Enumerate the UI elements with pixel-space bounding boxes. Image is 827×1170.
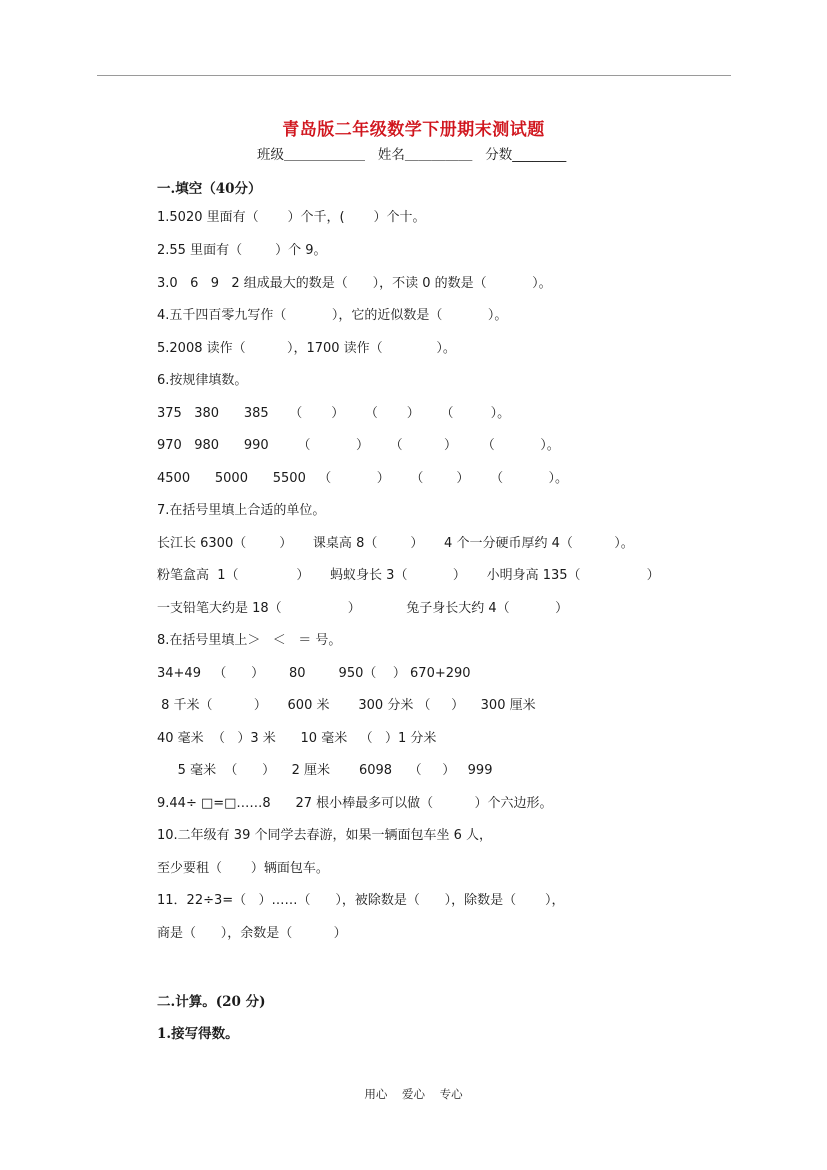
question-11-line-2: 商是（ ），余数是（ ）: [157, 926, 347, 941]
question-3: 3.0 6 9 2 组成最大的数是（ ），不读 0 的数是（ ）。: [157, 276, 552, 291]
question-1: 1.5020 里面有（ ）个千，( ）个十。: [157, 210, 426, 225]
question-6-row-1: 375 380 385 （ ） （ ） （ ）。: [157, 406, 511, 421]
question-8-row-2: 8 千米（ ） 600 米 300 分米 （ ） 300 厘米: [157, 698, 536, 713]
question-9: 9.44÷ □=□……8 27 根小棒最多可以做（ ）个六边形。: [157, 796, 553, 811]
question-10-line-2: 至少要租（ ）辆面包车。: [157, 861, 329, 876]
question-10-line-1: 10.二年级有 39 个同学去春游，如果一辆面包车坐 6 人，: [157, 828, 493, 843]
question-2: 2.55 里面有（ ）个 9。: [157, 243, 327, 258]
section-heading-calculation: 二.计算。(20 分): [157, 994, 266, 1010]
question-7: 7.在括号里填上合适的单位。: [157, 503, 326, 518]
question-4: 4.五千四百零九写作（ ），它的近似数是（ ）。: [157, 308, 508, 323]
question-8-row-3: 40 毫米 （ ）3 米 10 毫米 （ ）1 分米: [157, 731, 437, 746]
question-7-row-2: 粉笔盒高 1（ ） 蚂蚁身长 3（ ） 小明身高 135（ ）: [157, 568, 660, 583]
question-11-line-1: 11．22÷3=（ ）……（ ），被除数是（ ），除数是（ ），: [157, 893, 565, 908]
student-info-line: 班级＿＿＿＿＿＿ 姓名＿＿＿＿＿ 分数________: [257, 147, 567, 163]
question-8-row-1: 34+49 （ ） 80 950（ ） 670+290: [157, 666, 471, 681]
calculation-subheading: 1.接写得数。: [157, 1026, 239, 1042]
top-rule: [97, 75, 731, 76]
section-heading-fill-blank: 一.填空（40分）: [157, 181, 262, 197]
question-6-row-2: 970 980 990 （ ） （ ） （ ）。: [157, 438, 560, 453]
question-6: 6.按规律填数。: [157, 373, 248, 388]
page-footer: 用心 爱心 专心: [364, 1087, 463, 1101]
question-5: 5.2008 读作（ ），1700 读作（ ）。: [157, 341, 456, 356]
question-8: 8.在括号里填上＞ ＜ ＝ 号。: [157, 633, 342, 648]
question-8-row-4: 5 毫米 （ ） 2 厘米 6098 （ ） 999: [157, 763, 493, 778]
question-7-row-1: 长江长 6300（ ） 课桌高 8（ ） 4 个一分硬币厚约 4（ ）。: [157, 536, 634, 551]
question-6-row-3: 4500 5000 5500 （ ） （ ） （ ）。: [157, 471, 569, 486]
question-7-row-3: 一支铅笔大约是 18（ ） 兔子身长大约 4（ ）: [157, 601, 569, 616]
page-title: 青岛版二年级数学下册期末测试题: [282, 120, 545, 140]
